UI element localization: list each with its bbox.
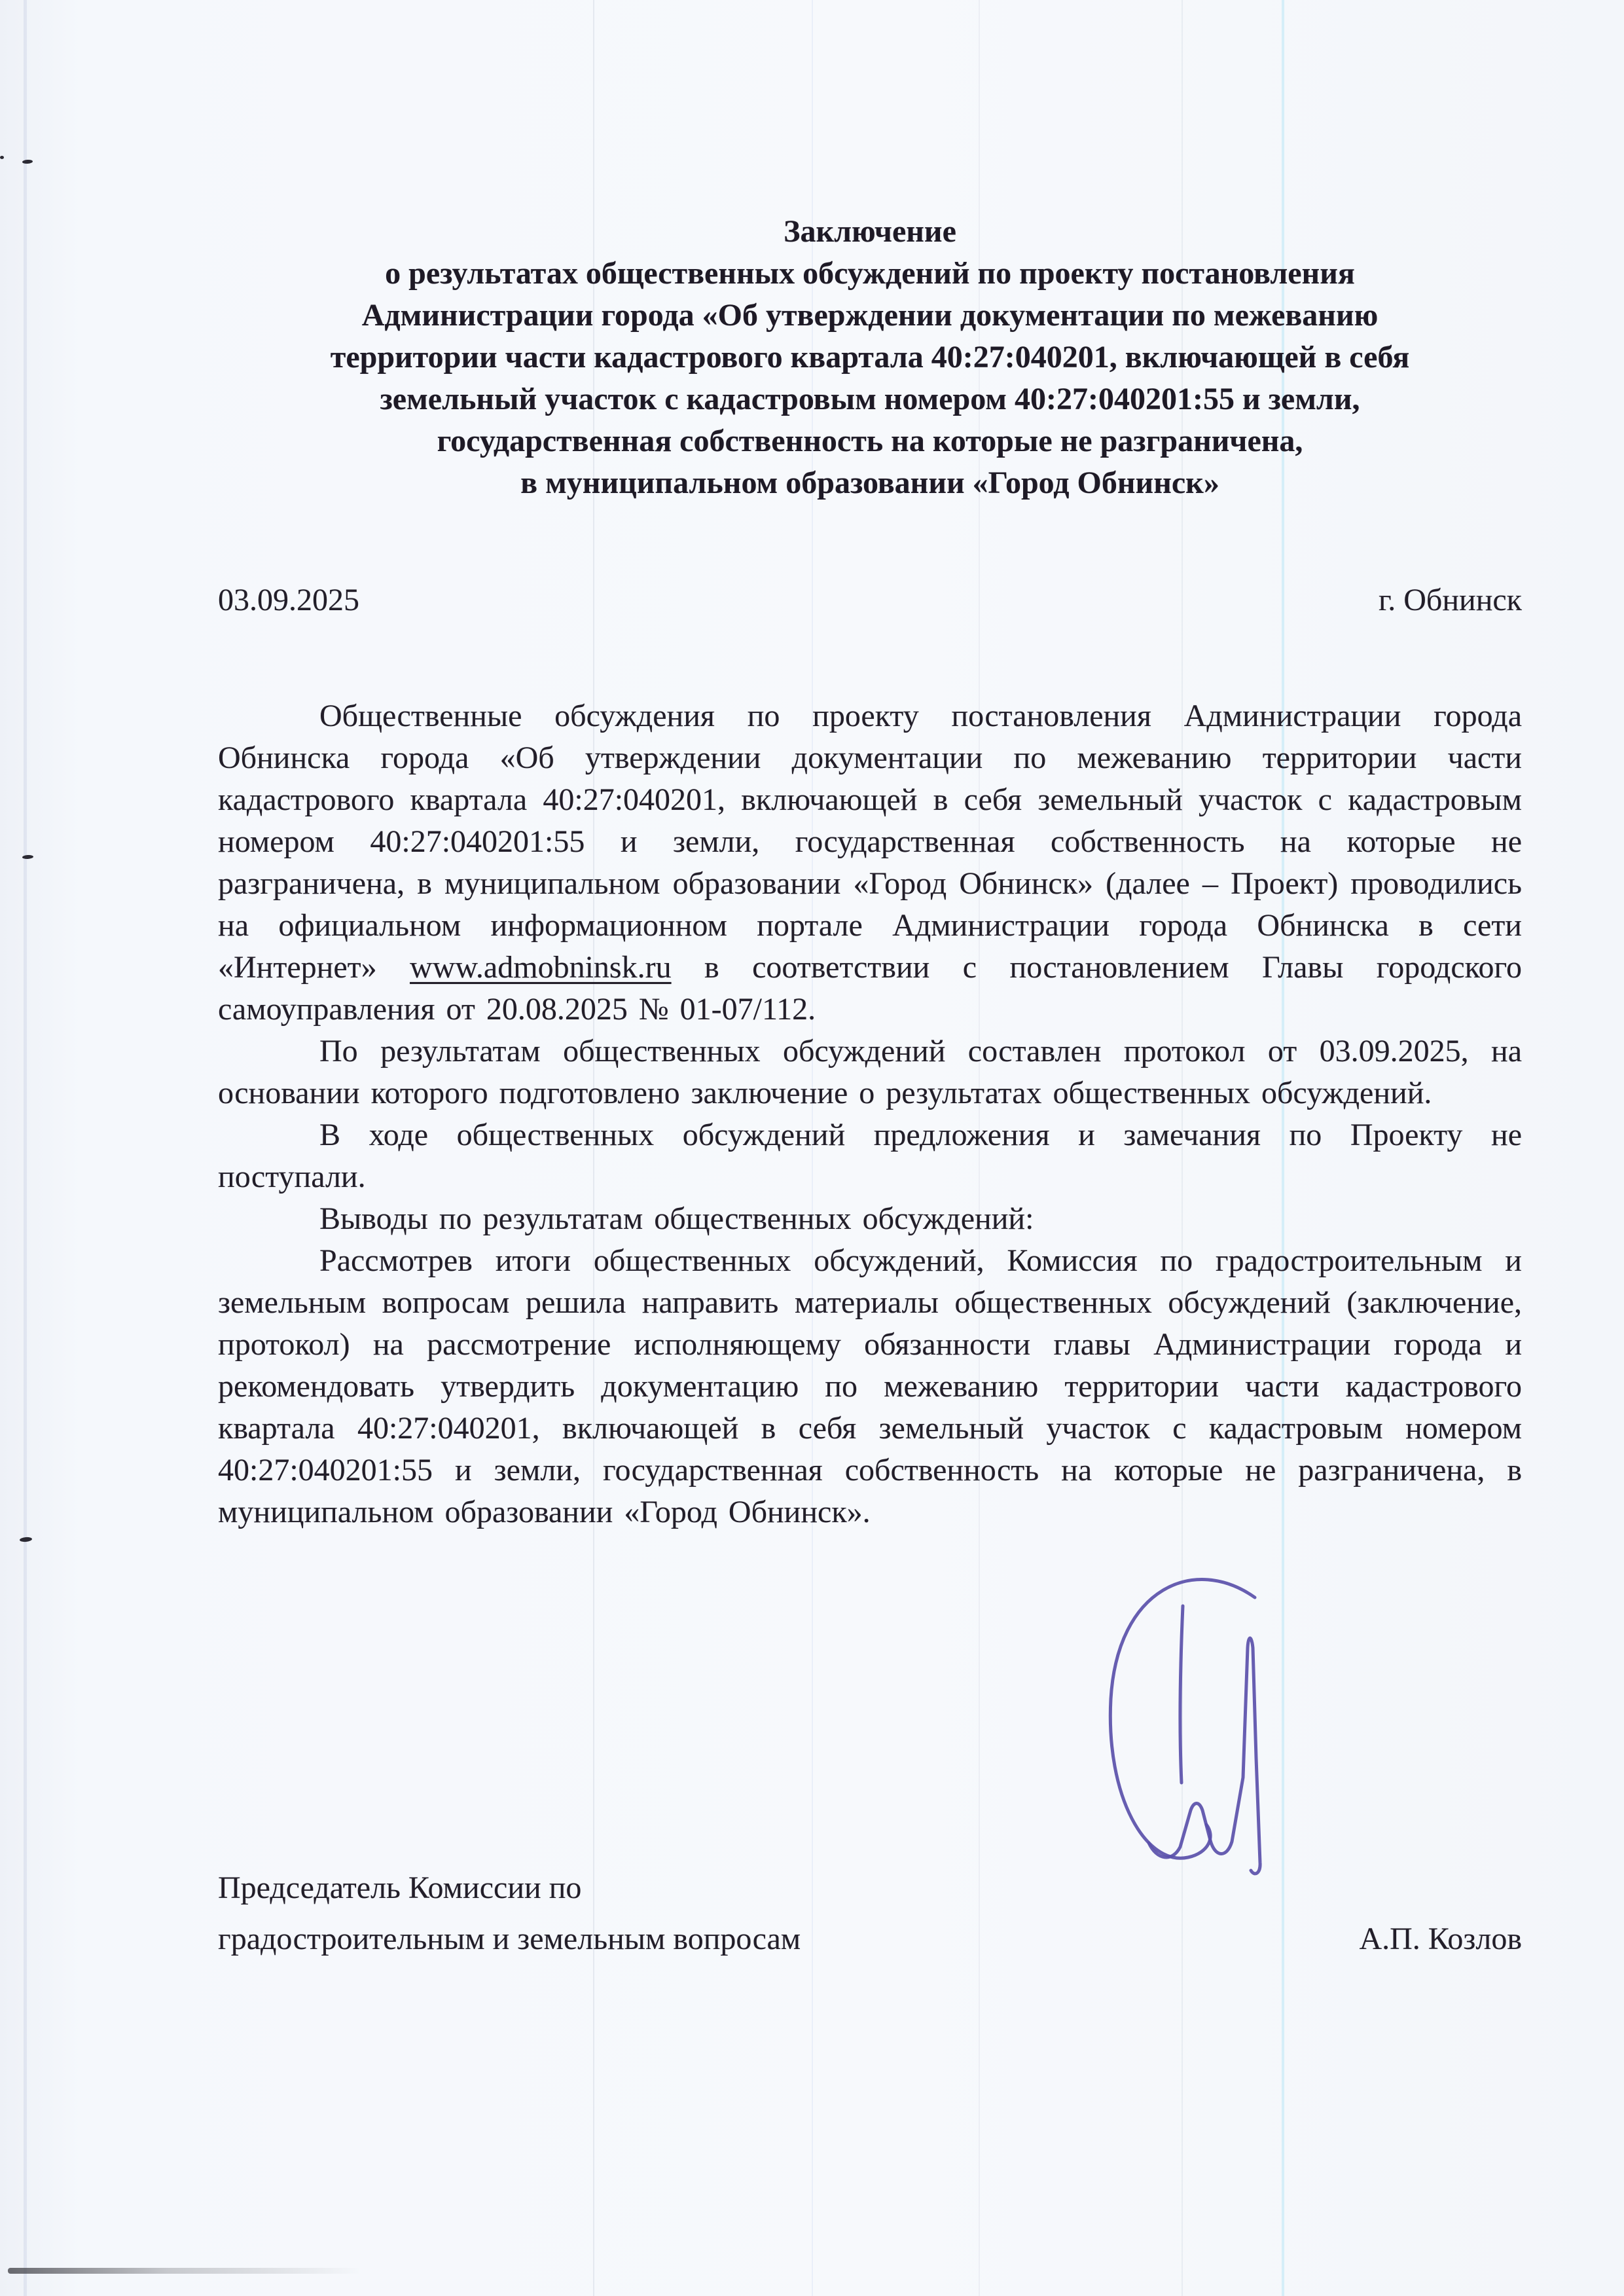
- scan-smudge: [8, 2268, 361, 2274]
- signer-name: А.П. Козлов: [1359, 1922, 1522, 1956]
- scan-crease-line: [24, 0, 27, 2296]
- signature-stroke: [1149, 1638, 1260, 1874]
- scan-speck: [20, 1537, 33, 1542]
- document-content: [218, 211, 1522, 1533]
- portal-url-text: www.admobninsk.ru: [410, 950, 672, 985]
- scan-speck: [22, 159, 33, 164]
- paragraph-2: По результатам общественных обсуждений составлен протокол от 03.09.2025, на основании которого подготовлено заключение о результатах общественных обсуждений.: [218, 1034, 1522, 1110]
- signer-role-line2: градостроительным и земельным вопросам: [218, 1922, 801, 1956]
- paragraph-1: [218, 695, 1522, 1030]
- document-title-line: Заключение: [784, 214, 956, 249]
- paragraph-3: В ходе общественных обсуждений предложения и замечания по Проекту не поступали.: [218, 1118, 1522, 1194]
- document-title-line: государственная собственность на которые не разграничена,: [437, 424, 1303, 458]
- signer-role-line1: Председатель Комиссии по: [218, 1870, 582, 1905]
- scan-speck: [0, 156, 4, 159]
- document-title-line: земельный участок с кадастровым номером 40:27:040201:55 и земли,: [380, 382, 1360, 416]
- document-title: [218, 211, 1522, 504]
- document-place: г. Обнинск: [1378, 583, 1522, 617]
- date-place-row: [218, 579, 1522, 621]
- paragraph-1-text: Общественные обсуждения по проекту постановления Администрации города Обнинска города «Об утверждении документации по межеванию территории части кадастрового квартала 40:27:040201, включающей в себя земельный участок с кадастровым номером 40:27:040201:55 и земли, государственная собственность на которые не разграничена, в муниципальном образовании «Город Обнинск» (далее – Проект) проводились на официальном информационном портале Администрации города Обнинска в сети «Интернет»: [218, 699, 1522, 985]
- paragraph-4: Выводы по результатам общественных обсуждений:: [319, 1201, 1034, 1236]
- document-title-line: в муниципальном образовании «Город Обнинск»: [520, 465, 1219, 500]
- signature-block: [218, 1863, 1522, 1965]
- document-title-line: о результатах общественных обсуждений по проекту постановления: [385, 256, 1355, 291]
- document-body: [218, 695, 1522, 1533]
- scan-speck: [22, 855, 33, 860]
- paragraph-5: Рассмотрев итоги общественных обсуждений, Комиссия по градостроительным и земельным вопросам решила направить материалы общественных обсуждений (заключение, протокол) на рассмотрение исполняющему обязанности главы Администрации города и рекомендовать утвердить документацию по межеванию территории части кадастрового квартала 40:27:040201, включающей в себя земельный участок с кадастровым номером 40:27:040201:55 и земли, государственная собственность на которые не разграничена, в муниципальном образовании «Город Обнинск».: [218, 1243, 1522, 1529]
- document-title-line: Администрации города «Об утверждении документации по межеванию: [361, 298, 1379, 333]
- signer-role: [218, 1863, 801, 1965]
- paragraph-1-text-continued: в соответствии с постановлением Главы городского самоуправления от 20.08.2025 № 01-07/112.: [218, 950, 1522, 1027]
- document-title-line: территории части кадастрового квартала 40:27:040201, включающей в себя: [330, 340, 1410, 374]
- document-date: 03.09.2025: [218, 583, 359, 617]
- handwritten-signature: [1083, 1561, 1342, 1879]
- signature-stroke: [1180, 1606, 1183, 1783]
